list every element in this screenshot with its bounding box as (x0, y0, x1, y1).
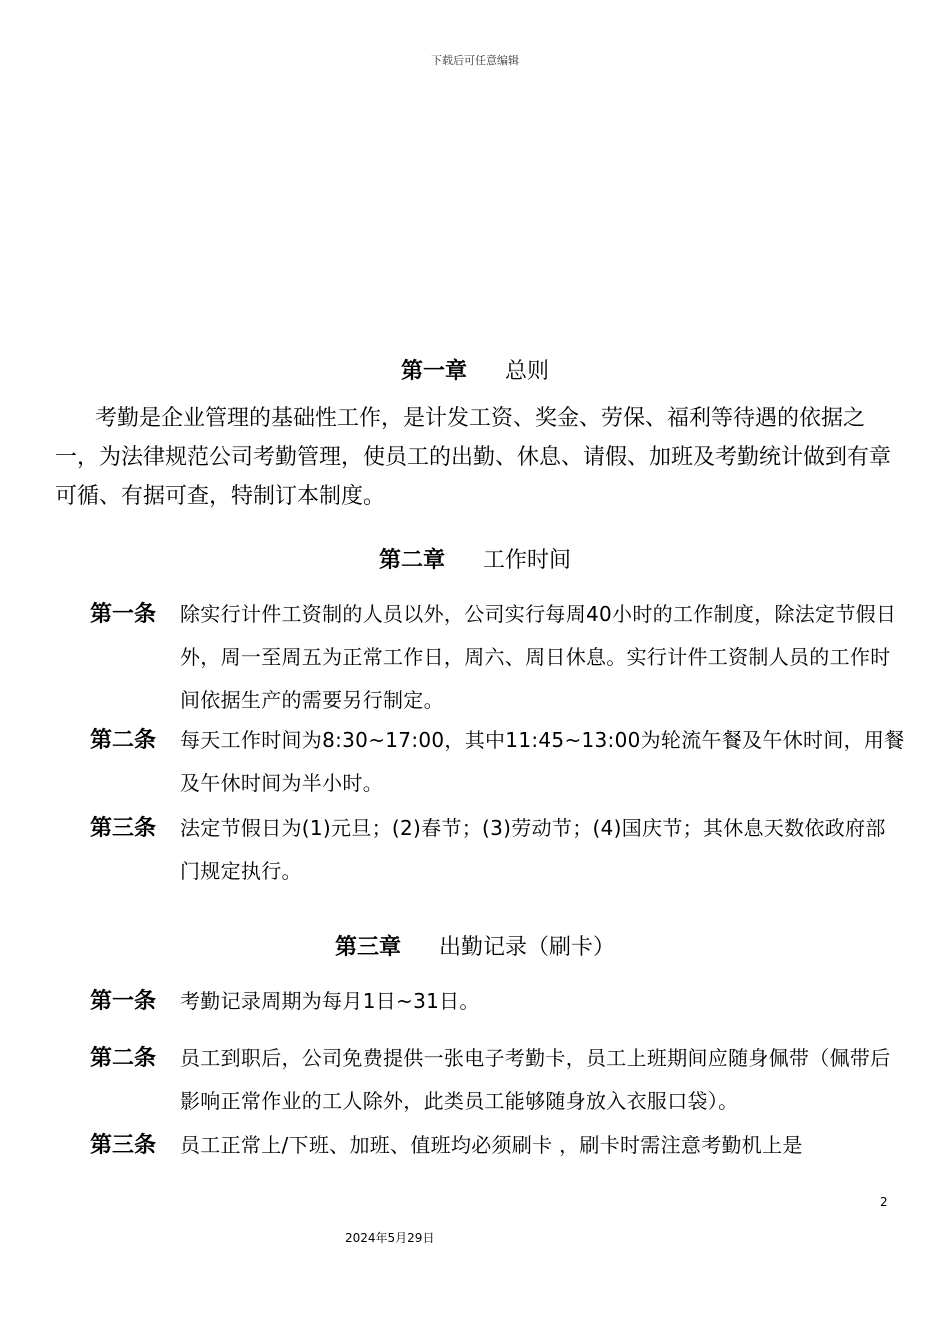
article-label: 第二条 (90, 1046, 157, 1071)
article (90, 719, 905, 805)
article (90, 593, 905, 722)
article-text: 考勤记录周期为每月1日~31日。 (180, 989, 480, 1013)
chapter-heading (0, 543, 950, 574)
article-text: 员工到职后，公司免费提供一张电子考勤卡，员工上班期间应随身佩带（佩带后影响正常作业的工人除外，此类员工能够随身放入衣服口袋）。 (180, 1046, 891, 1113)
article-text: 法定节假日为(1)元旦；(2)春节；(3)劳动节；(4)国庆节；其休息天数依政府部门规定执行。 (180, 816, 886, 883)
chapter-title: 工作时间 (483, 548, 572, 573)
chapter-heading (0, 354, 950, 385)
chapter-title: 总则 (505, 359, 550, 384)
article-label: 第一条 (90, 602, 157, 627)
article (90, 1124, 905, 1167)
chapter-number: 第二章 (378, 548, 445, 573)
article-label: 第三条 (90, 1133, 157, 1158)
chapter-title: 出勤记录（刷卡） (439, 935, 616, 960)
footer-date: 2024年5月29日 (345, 1231, 435, 1245)
article (90, 980, 905, 1023)
chapter-number: 第一章 (400, 359, 467, 384)
article-text: 每天工作时间为8:30~17:00，其中11:45~13:00为轮流午餐及午休时间，用餐及午休时间为半小时。 (180, 728, 905, 795)
article-label: 第二条 (90, 728, 157, 753)
header-note: 下载后可任意编辑 (431, 54, 519, 67)
article (90, 1037, 905, 1123)
chapter-heading (0, 930, 950, 961)
article (90, 807, 905, 893)
article-label: 第一条 (90, 989, 157, 1014)
intro-paragraph: 考勤是企业管理的基础性工作，是计发工资、奖金、劳保、福利等待遇的依据之一，为法律规范公司考勤管理，使员工的出勤、休息、请假、加班及考勤统计做到有章可循、有据可查，特制订本制度。 (55, 406, 892, 509)
article-text: 除实行计件工资制的人员以外，公司实行每周40小时的工作制度，除法定节假日外，周一至周五为正常工作日，周六、周日休息。实行计件工资制人员的工作时间依据生产的需要另行制定。 (180, 602, 897, 712)
chapter-number: 第三章 (334, 935, 401, 960)
article-label: 第三条 (90, 816, 157, 841)
article-text: 员工正常上/下班、加班、值班均必须刷卡 ，刷卡时需注意考勤机上是 (180, 1133, 803, 1157)
page-number: 2 (880, 1195, 888, 1209)
